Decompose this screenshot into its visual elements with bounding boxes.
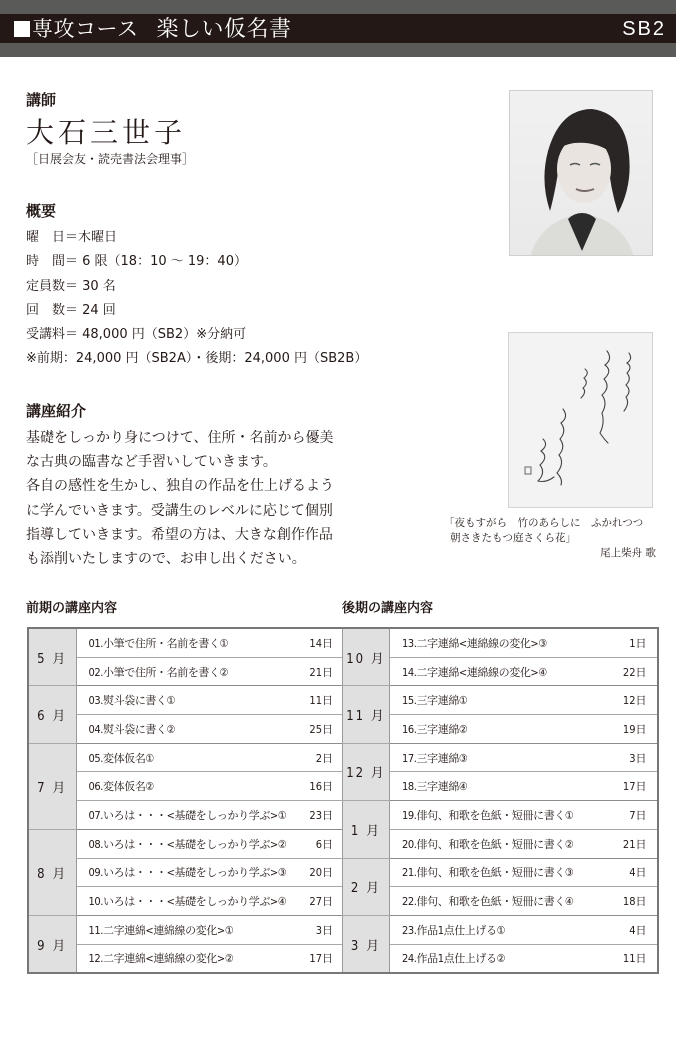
square-bullet-icon bbox=[14, 21, 30, 37]
table-row bbox=[343, 829, 658, 858]
lesson-date: 19日 bbox=[602, 715, 658, 744]
lesson-topic: 09.いろは・・・<基礎をしっかり学ぶ>③ bbox=[76, 858, 281, 887]
lesson-topic: 05.変体仮名① bbox=[76, 743, 281, 772]
intro-line: な古典の臨書など手習いしていきます。 bbox=[26, 454, 277, 471]
lesson-topic: 16.三字連綿② bbox=[390, 715, 602, 744]
first-term-schedule-table bbox=[27, 627, 343, 974]
table-row bbox=[343, 657, 658, 686]
title-bar bbox=[0, 14, 676, 43]
month-cell: 7 月 bbox=[28, 743, 76, 829]
overview-fee-split: ※前期：24,000 円（SB2A）・後期：24,000 円（SB2B） bbox=[26, 351, 368, 367]
intro-line: も添削いたしますので、お申し出ください。 bbox=[26, 550, 306, 567]
lesson-date: 17日 bbox=[281, 944, 343, 973]
course-category: 専攻コース bbox=[32, 17, 139, 41]
lesson-date: 16日 bbox=[281, 772, 343, 801]
course-code: SB2 bbox=[622, 18, 666, 40]
overview-fee: 受講料＝ 48,000 円（SB2）※分納可 bbox=[26, 327, 247, 343]
lesson-topic: 10.いろは・・・<基礎をしっかり学ぶ>④ bbox=[76, 887, 281, 916]
table-row bbox=[28, 628, 343, 657]
lesson-date: 14日 bbox=[281, 628, 343, 657]
course-title-group bbox=[14, 16, 291, 43]
table-row bbox=[28, 829, 343, 858]
lesson-date: 1日 bbox=[602, 628, 658, 657]
table-row bbox=[343, 686, 658, 715]
table-row bbox=[343, 915, 658, 944]
lesson-date: 23日 bbox=[281, 801, 343, 830]
overview-list bbox=[26, 226, 367, 372]
lesson-topic: 19.俳句、和歌を色紙・短冊に書く① bbox=[390, 801, 602, 830]
month-cell: 8 月 bbox=[28, 829, 76, 915]
lesson-date: 12日 bbox=[602, 686, 658, 715]
month-cell: 6 月 bbox=[28, 686, 76, 743]
lesson-date: 7日 bbox=[602, 801, 658, 830]
lesson-topic: 21.俳句、和歌を色紙・短冊に書く③ bbox=[390, 858, 602, 887]
artwork-caption bbox=[444, 516, 658, 561]
table-row bbox=[343, 801, 658, 830]
lesson-date: 20日 bbox=[281, 858, 343, 887]
second-term-schedule-table bbox=[342, 627, 659, 974]
table-row bbox=[28, 772, 343, 801]
lesson-date: 11日 bbox=[602, 944, 658, 973]
caption-poem-line-1: 「夜もすがら 竹のあらしに ふかれつつ bbox=[444, 517, 644, 529]
month-cell: 12 月 bbox=[343, 743, 390, 800]
course-title: 楽しい仮名書 bbox=[156, 17, 292, 42]
lesson-date: 3日 bbox=[602, 743, 658, 772]
lesson-date: 18日 bbox=[602, 887, 658, 916]
lesson-topic: 12.二字連綿<連綿線の変化>② bbox=[76, 944, 281, 973]
calligraphy-artwork bbox=[508, 332, 653, 508]
lesson-topic: 17.三字連綿③ bbox=[390, 743, 602, 772]
intro-line: 各自の感性を生かし、独自の作品を仕上げるよう bbox=[26, 478, 334, 495]
lesson-date: 17日 bbox=[602, 772, 658, 801]
instructor-name: 大石三世子 bbox=[26, 116, 187, 149]
table-row bbox=[28, 715, 343, 744]
lesson-topic: 06.変体仮名② bbox=[76, 772, 281, 801]
overview-day: 曜 日＝木曜日 bbox=[26, 230, 118, 245]
introduction-heading: 講座紹介 bbox=[26, 402, 87, 420]
table-row bbox=[28, 657, 343, 686]
month-cell: 10 月 bbox=[343, 628, 390, 686]
overview-capacity: 定員数＝ 30 名 bbox=[26, 278, 116, 294]
lesson-topic: 04.熨斗袋に書く② bbox=[76, 715, 281, 744]
lesson-date: 22日 bbox=[602, 657, 658, 686]
lesson-date: 2日 bbox=[281, 743, 343, 772]
overview-time: 時 間＝ 6 限（18：10 ～ 19：40） bbox=[26, 254, 247, 270]
table-row bbox=[343, 628, 658, 657]
table-row bbox=[343, 772, 658, 801]
table-row bbox=[343, 887, 658, 916]
month-cell: 9 月 bbox=[28, 915, 76, 973]
lesson-topic: 24.作品1点仕上げる② bbox=[390, 944, 602, 973]
lesson-topic: 15.三字連綿① bbox=[390, 686, 602, 715]
table-row bbox=[28, 858, 343, 887]
lesson-topic: 20.俳句、和歌を色紙・短冊に書く② bbox=[390, 829, 602, 858]
table-row bbox=[343, 944, 658, 973]
overview-sessions: 回 数＝ 24 回 bbox=[26, 302, 116, 318]
portrait-illustration bbox=[510, 91, 653, 256]
table-row bbox=[28, 743, 343, 772]
lesson-date: 21日 bbox=[281, 657, 343, 686]
first-term-title: 前期の講座内容 bbox=[26, 601, 118, 616]
table-row bbox=[28, 887, 343, 916]
lesson-topic: 07.いろは・・・<基礎をしっかり学ぶ>① bbox=[76, 801, 281, 830]
table-row bbox=[28, 686, 343, 715]
second-term-title: 後期の講座内容 bbox=[342, 601, 434, 616]
table-row bbox=[28, 915, 343, 944]
intro-line: に学んでいきます。受講生のレベルに応じて個別 bbox=[26, 502, 333, 519]
lesson-date: 27日 bbox=[281, 887, 343, 916]
table-row bbox=[28, 801, 343, 830]
lesson-topic: 13.二字連綿<連綿線の変化>③ bbox=[390, 628, 602, 657]
caption-author: 尾上柴舟 歌 bbox=[600, 547, 656, 559]
lesson-date: 4日 bbox=[602, 915, 658, 944]
lesson-topic: 11.二字連綿<連綿線の変化>① bbox=[76, 915, 281, 944]
lesson-date: 3日 bbox=[281, 915, 343, 944]
calligraphy-illustration bbox=[509, 333, 653, 508]
lesson-date: 6日 bbox=[281, 829, 343, 858]
table-row bbox=[343, 715, 658, 744]
lesson-topic: 23.作品1点仕上げる① bbox=[390, 915, 602, 944]
overview-heading: 概要 bbox=[26, 202, 57, 220]
intro-line: 基礎をしっかり身につけて、住所・名前から優美 bbox=[26, 430, 334, 446]
table-row bbox=[28, 944, 343, 973]
table-row bbox=[343, 858, 658, 887]
instructor-affiliation: ［日展会友・読売書法会理事］ bbox=[26, 152, 195, 166]
lesson-topic: 03.熨斗袋に書く① bbox=[76, 686, 281, 715]
month-cell: 1 月 bbox=[343, 801, 390, 858]
lesson-topic: 22.俳句、和歌を色紙・短冊に書く④ bbox=[390, 887, 602, 916]
lesson-topic: 14.二字連綿<連綿線の変化>④ bbox=[390, 657, 602, 686]
lesson-date: 21日 bbox=[602, 829, 658, 858]
intro-line: 指導していきます。希望の方は、大きな創作作品 bbox=[26, 526, 333, 543]
lesson-topic: 02.小筆で住所・名前を書く② bbox=[76, 657, 281, 686]
lesson-date: 4日 bbox=[602, 858, 658, 887]
lesson-date: 25日 bbox=[281, 715, 343, 744]
month-cell: 2 月 bbox=[343, 858, 390, 915]
month-cell: 3 月 bbox=[343, 915, 390, 973]
lesson-topic: 01.小筆で住所・名前を書く① bbox=[76, 628, 281, 657]
lesson-topic: 18.三字連綿④ bbox=[390, 772, 602, 801]
lesson-topic: 08.いろは・・・<基礎をしっかり学ぶ>② bbox=[76, 829, 281, 858]
table-row bbox=[343, 743, 658, 772]
caption-poem-line-2: 朝さきたもつ庭さくら花」 bbox=[450, 532, 576, 544]
introduction-text bbox=[26, 426, 356, 571]
lesson-date: 11日 bbox=[281, 686, 343, 715]
instructor-heading: 講師 bbox=[26, 91, 57, 109]
month-cell: 5 月 bbox=[28, 628, 76, 686]
instructor-photo bbox=[509, 90, 653, 256]
month-cell: 11 月 bbox=[343, 686, 390, 743]
